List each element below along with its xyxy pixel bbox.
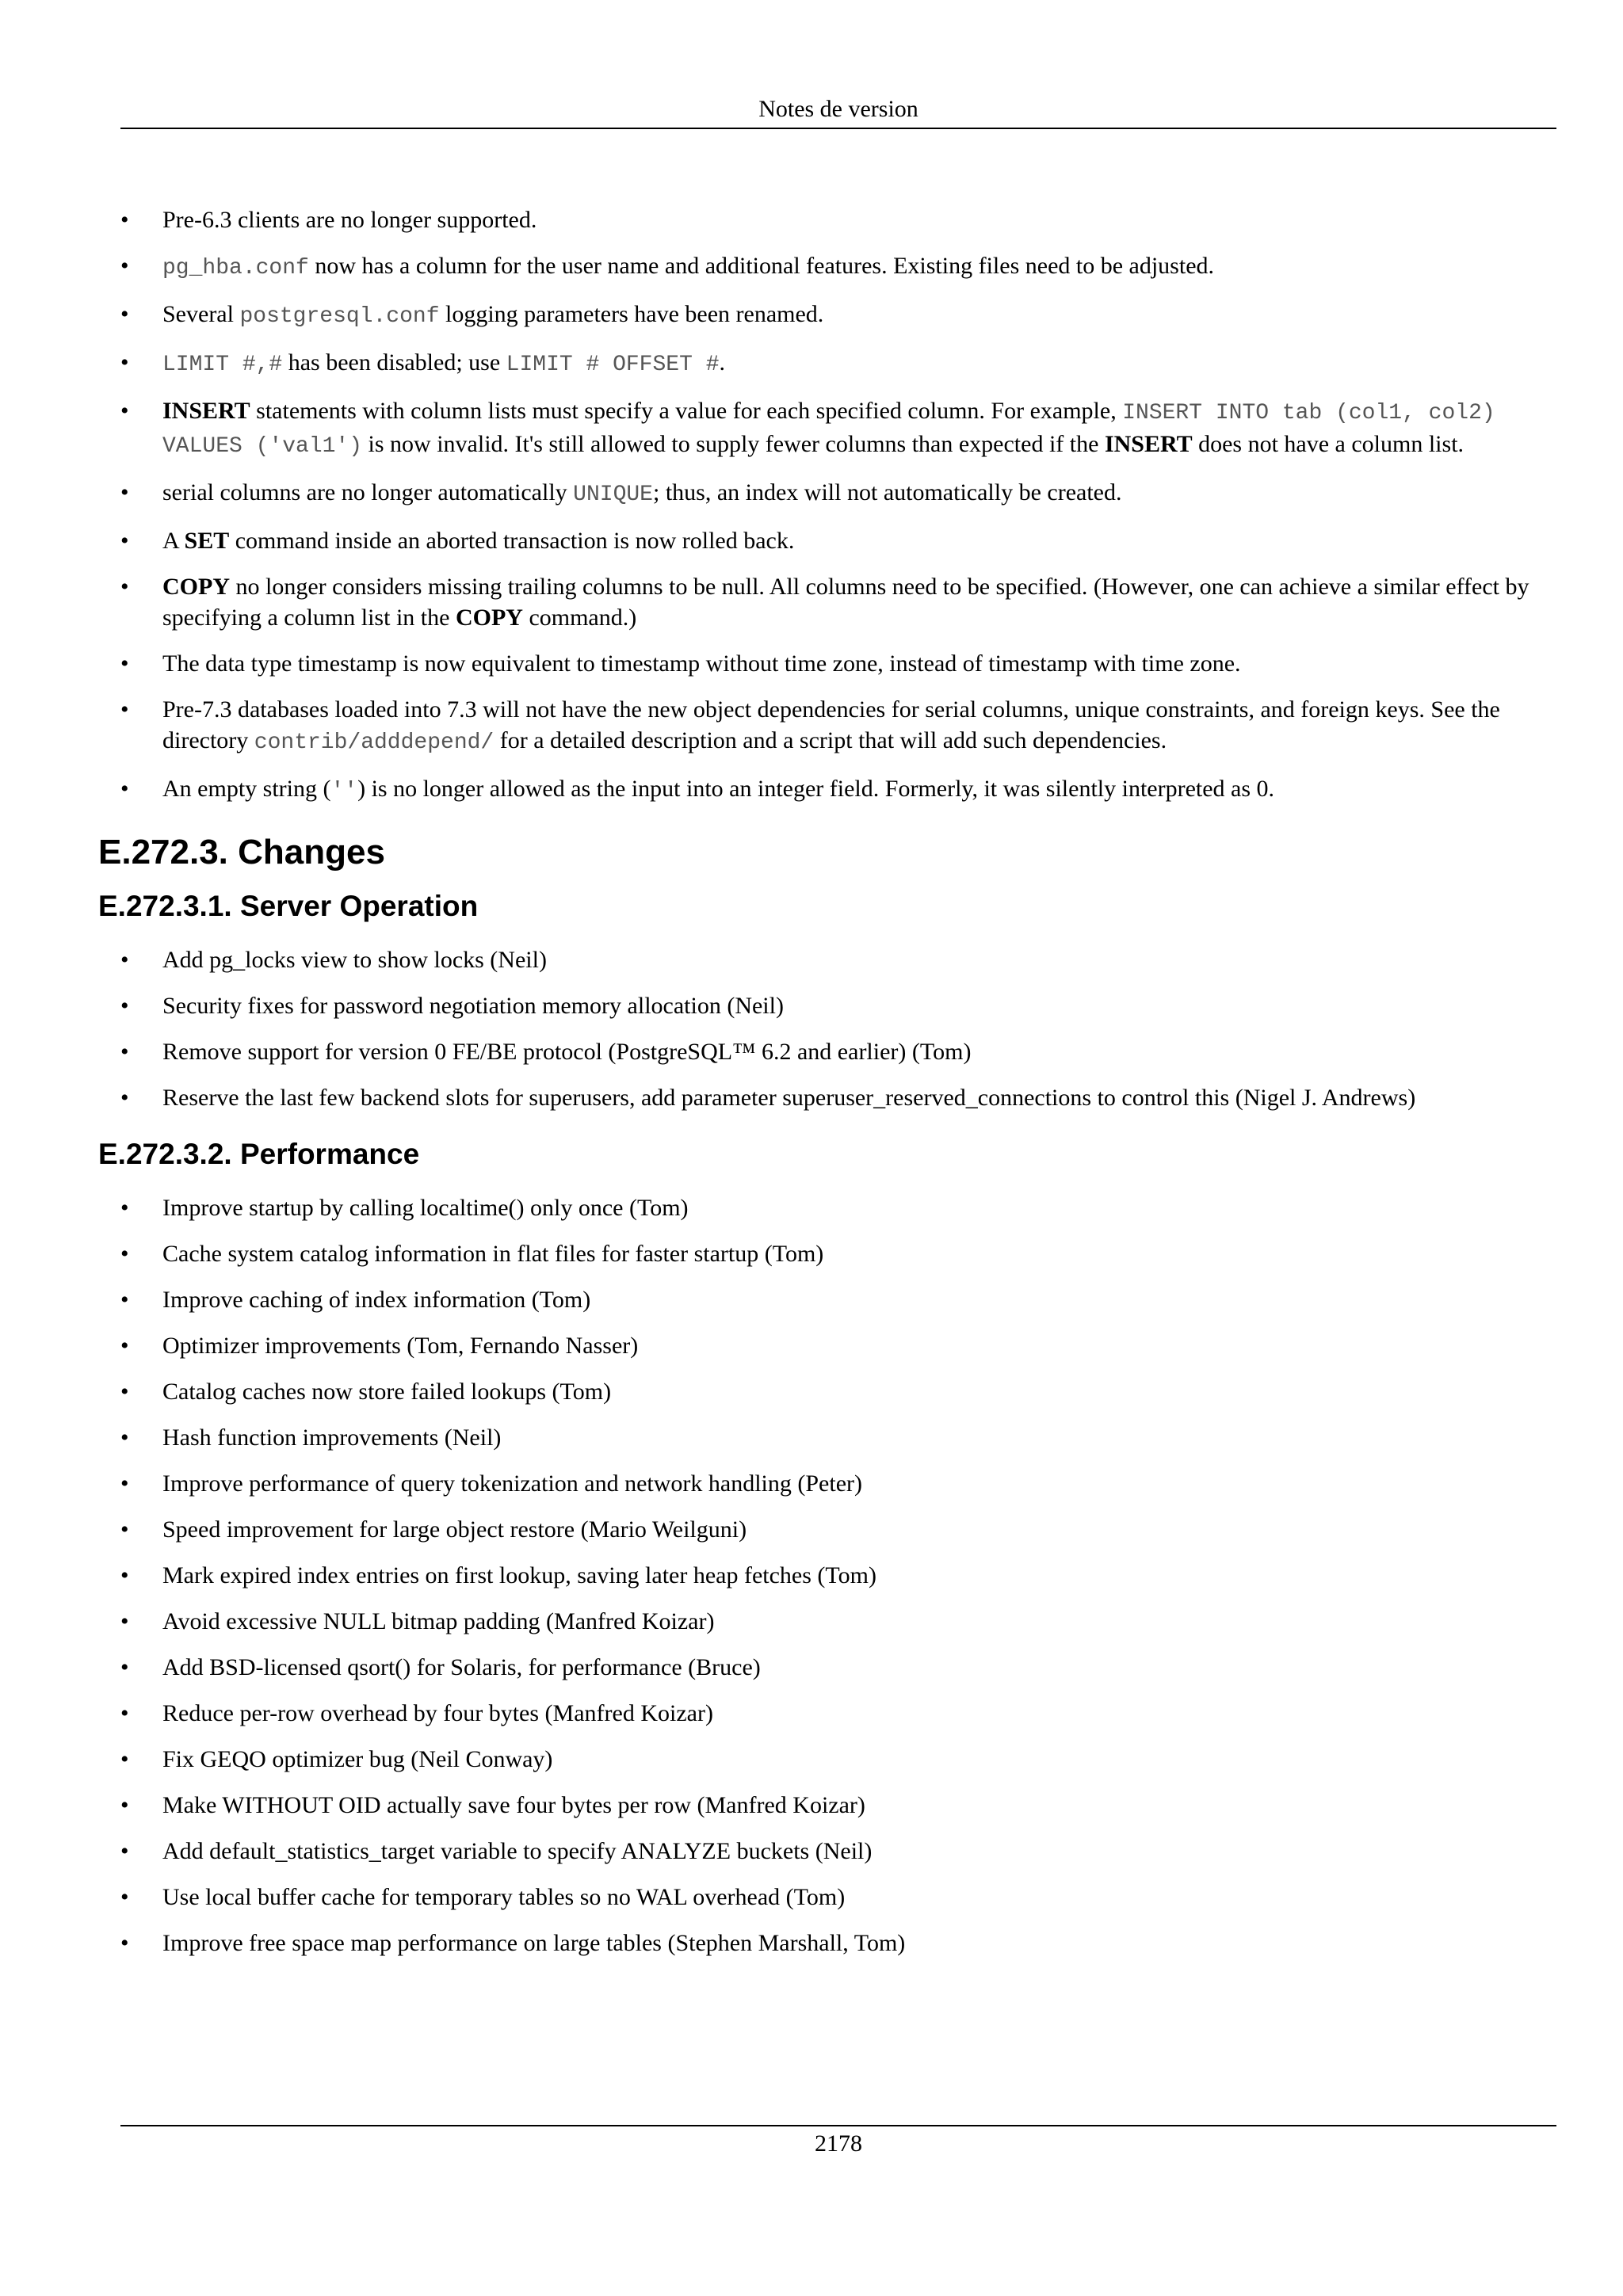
list-item-text: [162, 253, 1214, 279]
bullet-icon: •: [120, 301, 129, 327]
text-run: ; thus, an index will not automatically be created.: [653, 479, 1122, 505]
bullet-icon: •: [120, 1884, 129, 1910]
list-item-text: Hash function improvements (Neil): [162, 1425, 502, 1451]
text-run: logging parameters have been renamed.: [439, 301, 824, 327]
list-item: [120, 1238, 1556, 1269]
bullet-icon: •: [120, 1838, 129, 1864]
list-item: [120, 1422, 1556, 1453]
list-item-text: Security fixes for password negotiation memory allocation (Neil): [162, 993, 784, 1019]
code-literal: UNIQUE: [573, 482, 653, 507]
bullet-icon: •: [120, 1241, 129, 1267]
bullet-icon: •: [120, 1654, 129, 1680]
bullet-icon: •: [120, 650, 129, 677]
list-item-text: [162, 528, 794, 554]
list-item: [120, 1514, 1556, 1545]
list-item: [120, 944, 1556, 975]
text-run: The data type timestamp is now equivalent to timestamp without time zone, instead of timestamp with time zone.: [162, 650, 1241, 677]
list-item: [120, 250, 1556, 284]
bullet-icon: •: [120, 479, 129, 505]
page-number: 2178: [815, 2130, 862, 2157]
page-content: [98, 204, 1556, 1974]
list-item: [120, 773, 1556, 807]
list-item-text: Improve caching of index information (Tom): [162, 1287, 591, 1313]
list-item-text: Use local buffer cache for temporary tables so no WAL overhead (Tom): [162, 1884, 846, 1910]
list-item: [120, 648, 1556, 679]
code-literal: INSERT INTO tab (col1, col2) VALUES ('val1'): [162, 401, 1495, 459]
bold-command: INSERT: [1104, 431, 1193, 457]
bullet-icon: •: [120, 1195, 129, 1221]
list-item-text: [162, 650, 1241, 677]
bullet-icon: •: [120, 1746, 129, 1772]
bullet-icon: •: [120, 1085, 129, 1111]
list-item-text: Catalog caches now store failed lookups (Tom): [162, 1379, 612, 1405]
server-operation-list: [120, 944, 1556, 1113]
bullet-icon: •: [120, 1287, 129, 1313]
list-item: [120, 1192, 1556, 1223]
text-run: now has a column for the user name and additional features. Existing files need to be adjusted.: [308, 253, 1215, 279]
list-item-text: Add BSD-licensed qsort() for Solaris, for performance (Bruce): [162, 1654, 761, 1680]
bullet-icon: •: [120, 253, 129, 279]
running-header: Notes de version: [758, 96, 918, 122]
code-literal: LIMIT # OFFSET #: [506, 353, 720, 377]
list-item-text: [162, 696, 1500, 753]
bullet-icon: •: [120, 1333, 129, 1359]
list-item-text: [162, 301, 823, 327]
bullet-icon: •: [120, 993, 129, 1019]
list-item: [120, 1790, 1556, 1821]
list-item: [120, 1606, 1556, 1637]
list-item: [120, 395, 1556, 462]
text-run: statements with column lists must specify a value for each specified column. For example,: [250, 398, 1123, 424]
list-item-text: [162, 207, 537, 233]
text-run: A: [162, 528, 185, 554]
bullet-icon: •: [120, 207, 129, 233]
bold-command: SET: [184, 528, 230, 554]
list-item-text: Optimizer improvements (Tom, Fernando Nasser): [162, 1333, 639, 1359]
code-literal: contrib/adddepend/: [254, 730, 495, 755]
bullet-icon: •: [120, 696, 129, 723]
list-item-text: Cache system catalog information in flat files for faster startup (Tom): [162, 1241, 824, 1267]
list-item-text: Fix GEQO optimizer bug (Neil Conway): [162, 1746, 553, 1772]
list-item: [120, 525, 1556, 556]
list-item: [120, 347, 1556, 380]
subsection-heading-performance: E.272.3.2. Performance: [98, 1138, 420, 1170]
bullet-icon: •: [120, 1039, 129, 1065]
code-literal: '': [330, 779, 358, 803]
text-run: serial columns are no longer automatically: [162, 479, 574, 505]
bullet-icon: •: [120, 1700, 129, 1726]
bullet-icon: •: [120, 398, 129, 424]
list-item: [120, 1082, 1556, 1113]
text-run: Pre-7.3 databases loaded into 7.3 will not have the new object dependencies for serial columns, unique constraints, and foreign keys. See the directory: [162, 696, 1500, 753]
list-item: [120, 990, 1556, 1021]
bullet-icon: •: [120, 1379, 129, 1405]
list-item-text: Remove support for version 0 FE/BE protocol (PostgreSQL™ 6.2 and earlier) (Tom): [162, 1039, 972, 1065]
bullet-icon: •: [120, 776, 129, 802]
list-item: [120, 299, 1556, 332]
bullet-icon: •: [120, 1792, 129, 1818]
bullet-icon: •: [120, 1470, 129, 1497]
list-item: [120, 204, 1556, 235]
list-item-text: [162, 479, 1122, 505]
list-item: [120, 694, 1556, 758]
bullet-icon: •: [120, 528, 129, 554]
code-literal: LIMIT #,#: [162, 353, 283, 377]
bullet-icon: •: [120, 574, 129, 600]
list-item-text: [162, 574, 1529, 631]
list-item-text: [162, 776, 1274, 802]
list-item: [120, 1652, 1556, 1683]
footer-rule: [120, 2125, 1556, 2126]
list-item-text: Mark expired index entries on first lookup, saving later heap fetches (Tom): [162, 1562, 876, 1589]
list-item: [120, 1744, 1556, 1775]
bullet-icon: •: [120, 1608, 129, 1634]
list-item: [120, 1928, 1556, 1958]
bullet-icon: •: [120, 1562, 129, 1589]
list-item-text: Improve free space map performance on large tables (Stephen Marshall, Tom): [162, 1930, 906, 1956]
list-item: [120, 571, 1556, 633]
code-literal: pg_hba.conf: [162, 256, 309, 280]
bullet-icon: •: [120, 947, 129, 973]
list-item: [120, 1036, 1556, 1067]
performance-list: [120, 1192, 1556, 1958]
bullet-icon: •: [120, 1425, 129, 1451]
header-rule: [120, 128, 1556, 129]
list-item-text: Improve performance of query tokenization and network handling (Peter): [162, 1470, 863, 1497]
text-run: An empty string (: [162, 776, 331, 802]
text-run: has been disabled; use: [282, 349, 506, 376]
text-run: no longer considers missing trailing columns to be null. All columns need to be specified. (However, one can achieve a similar effect by specifying a column list in the: [162, 574, 1529, 631]
list-item-text: Reduce per-row overhead by four bytes (Manfred Koizar): [162, 1700, 713, 1726]
list-item: [120, 1560, 1556, 1591]
list-item: [120, 1698, 1556, 1729]
bold-command: COPY: [455, 605, 523, 631]
list-item-text: [162, 349, 725, 376]
list-item-text: [162, 398, 1495, 457]
text-run: is now invalid. It's still allowed to supply fewer columns than expected if the: [362, 431, 1105, 457]
list-item-text: Reserve the last few backend slots for superusers, add parameter superuser_reserved_connections to control this (Nigel J. Andrews): [162, 1085, 1416, 1111]
bullet-icon: •: [120, 1516, 129, 1543]
list-item-text: Add default_statistics_target variable to specify ANALYZE buckets (Neil): [162, 1838, 873, 1864]
text-run: does not have a column list.: [1192, 431, 1465, 457]
list-item-text: Add pg_locks view to show locks (Neil): [162, 947, 547, 973]
bold-command: INSERT: [162, 398, 250, 424]
list-item-text: Speed improvement for large object restore (Mario Weilguni): [162, 1516, 747, 1543]
text-run: Pre-6.3 clients are no longer supported.: [162, 207, 537, 233]
text-run: command.): [522, 605, 637, 631]
text-run: ) is no longer allowed as the input into an integer field. Formerly, it was silently interpreted as 0.: [357, 776, 1275, 802]
bullet-icon: •: [120, 1930, 129, 1956]
text-run: Several: [162, 301, 240, 327]
list-item-text: Avoid excessive NULL bitmap padding (Manfred Koizar): [162, 1608, 715, 1634]
list-item: [120, 1836, 1556, 1867]
text-run: command inside an aborted transaction is now rolled back.: [229, 528, 795, 554]
list-item: [120, 1468, 1556, 1499]
list-item: [120, 1376, 1556, 1407]
bold-command: COPY: [162, 574, 230, 600]
subsection-heading-server-operation: E.272.3.1. Server Operation: [98, 890, 479, 922]
bullet-icon: •: [120, 349, 129, 376]
incompatibilities-list: [120, 204, 1556, 807]
text-run: .: [719, 349, 725, 376]
section-heading-changes: E.272.3. Changes: [98, 833, 385, 871]
list-item: [120, 1284, 1556, 1315]
list-item-text: Make WITHOUT OID actually save four bytes per row (Manfred Koizar): [162, 1792, 865, 1818]
list-item: [120, 477, 1556, 510]
list-item-text: Improve startup by calling localtime() only once (Tom): [162, 1195, 689, 1221]
text-run: for a detailed description and a script that will add such dependencies.: [494, 727, 1167, 753]
code-literal: postgresql.conf: [239, 304, 440, 329]
list-item: [120, 1882, 1556, 1913]
list-item: [120, 1330, 1556, 1361]
